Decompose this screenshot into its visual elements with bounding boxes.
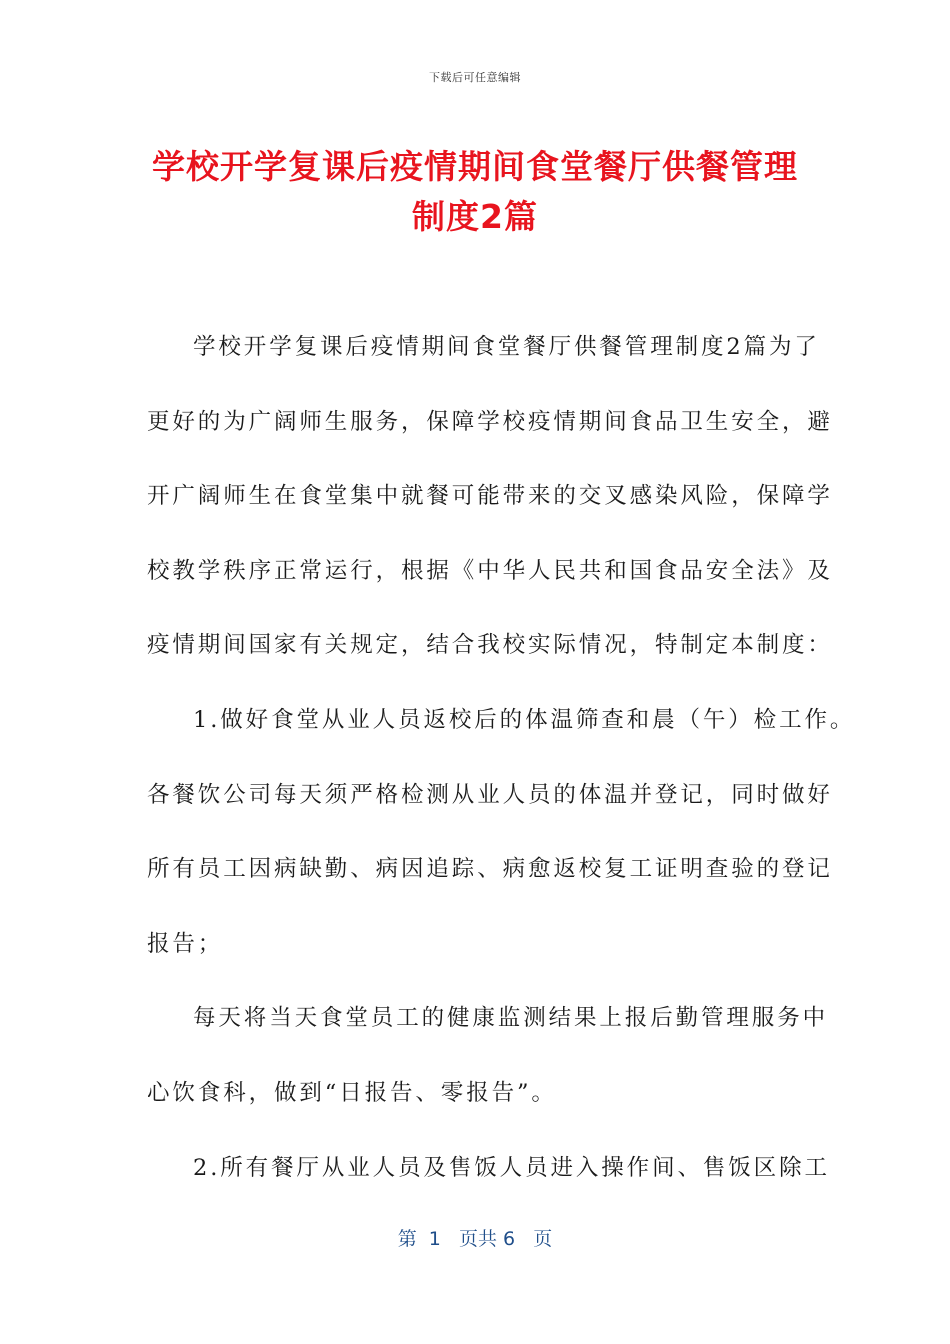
body-line: 2.所有餐厅从业人员及售饭人员进入操作间、售饭区除工 bbox=[193, 1154, 830, 1181]
body-line: 更好的为广阔师生服务，保障学校疫情期间食品卫生安全，避 bbox=[147, 408, 833, 435]
body-line: 校教学秩序正常运行，根据《中华人民共和国食品安全法》及 bbox=[147, 557, 833, 584]
body-line: 各餐饮公司每天须严格检测从业人员的体温并登记，同时做好 bbox=[147, 781, 833, 808]
body-line: 报告； bbox=[147, 930, 224, 957]
body-line: 学校开学复课后疫情期间食堂餐厅供餐管理制度2篇为了 bbox=[193, 334, 820, 360]
body-line: 心饮食科，做到“日报告、零报告”。 bbox=[147, 1079, 557, 1106]
body-line: 1.做好食堂从业人员返校后的体温筛查和晨（午）检工作。 bbox=[193, 706, 856, 733]
page-number-footer: 第 1 页共 6 页 bbox=[397, 1228, 553, 1250]
body-line: 疫情期间国家有关规定，结合我校实际情况，特制定本制度： bbox=[147, 632, 833, 659]
header-note: 下载后可任意编辑 bbox=[429, 71, 521, 84]
body-line: 开广阔师生在食堂集中就餐可能带来的交叉感染风险，保障学 bbox=[147, 483, 833, 510]
body-line: 每天将当天食堂员工的健康监测结果上报后勤管理服务中 bbox=[193, 1005, 829, 1032]
document-body bbox=[147, 323, 856, 1218]
document-title bbox=[120, 142, 830, 242]
body-line: 所有员工因病缺勤、病因追踪、病愈返校复工证明查验的登记 bbox=[147, 856, 833, 883]
document-title-line-1: 学校开学复课后疫情期间食堂餐厅供餐管理 bbox=[152, 147, 798, 186]
document-title-line-2: 制度2篇 bbox=[412, 197, 538, 236]
